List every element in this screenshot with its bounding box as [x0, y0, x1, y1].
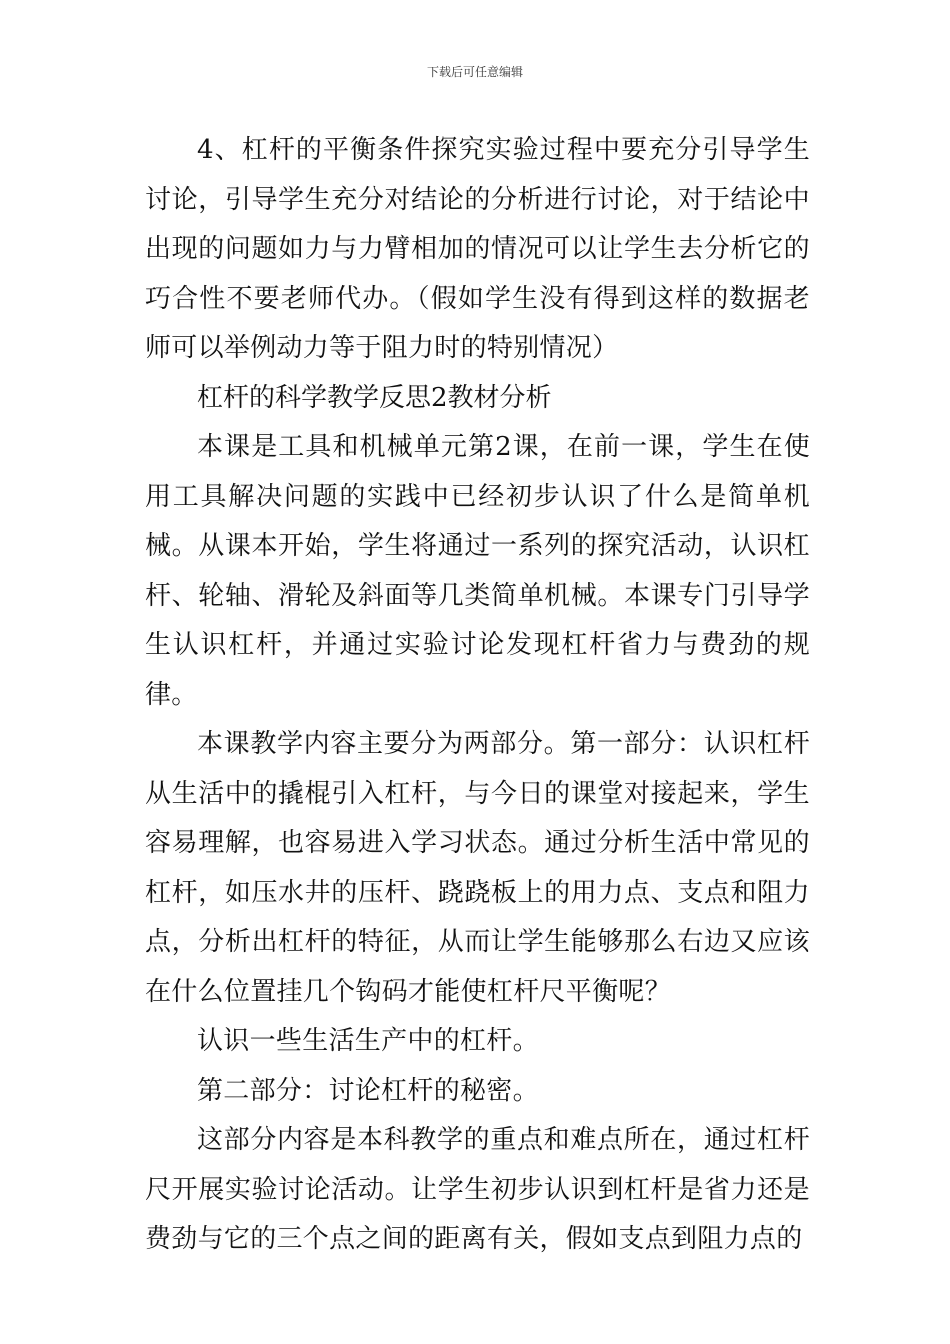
document-body: [145, 126, 810, 1265]
paragraph-lesson-overview: 本课是工具和机械单元第2课，在前一课，学生在使用工具解决问题的实践中已经初步认识了什么是简单机械。从课本开始，学生将通过一系列的探究活动，认识杠杆、轮轴、滑轮及斜面等几类简单机械。本课专门引导学生认识杠杆，并通过实验讨论发现杠杆省力与费劲的规律。: [145, 432, 810, 710]
page-header: 下载后可任意编辑: [426, 65, 523, 79]
paragraph-part-two-content: 这部分内容是本科教学的重点和难点所在，通过杠杆尺开展实验讨论活动。让学生初步认识到杠杆是省力还是费劲与它的三个点之间的距离有关，假如支点到阻力点的: [145, 1125, 810, 1254]
paragraph-part-one: 本课教学内容主要分为两部分。第一部分：认识杠杆从生活中的撬棍引入杠杆，与今日的课堂对接起来，学生容易理解，也容易进入学习状态。通过分析生活中常见的杠杆，如压水井的压杆、跷跷板上的用力点、支点和阻力点，分析出杠杆的特征，从而让学生能够那么右边又应该在什么位置挂几个钩码才能使杠杆尺平衡呢？: [145, 729, 810, 1007]
paragraph-part-two-title: 第二部分：讨论杠杆的秘密。: [197, 1075, 539, 1106]
paragraph-lever-balance-experiment: 4、杠杆的平衡条件探究实验过程中要充分引导学生讨论，引导学生充分对结论的分析进行讨论，对于结论中出现的问题如力与力臂相加的情况可以让学生去分析它的巧合性不要老师代办。（假如学生没有得到这样的数据老师可以举例动力等于阻力时的特别情况）: [145, 135, 810, 363]
paragraph-everyday-levers: 认识一些生活生产中的杠杆。: [197, 1026, 539, 1056]
section-heading-material-analysis: 杠杆的科学教学反思2教材分析: [197, 382, 552, 413]
